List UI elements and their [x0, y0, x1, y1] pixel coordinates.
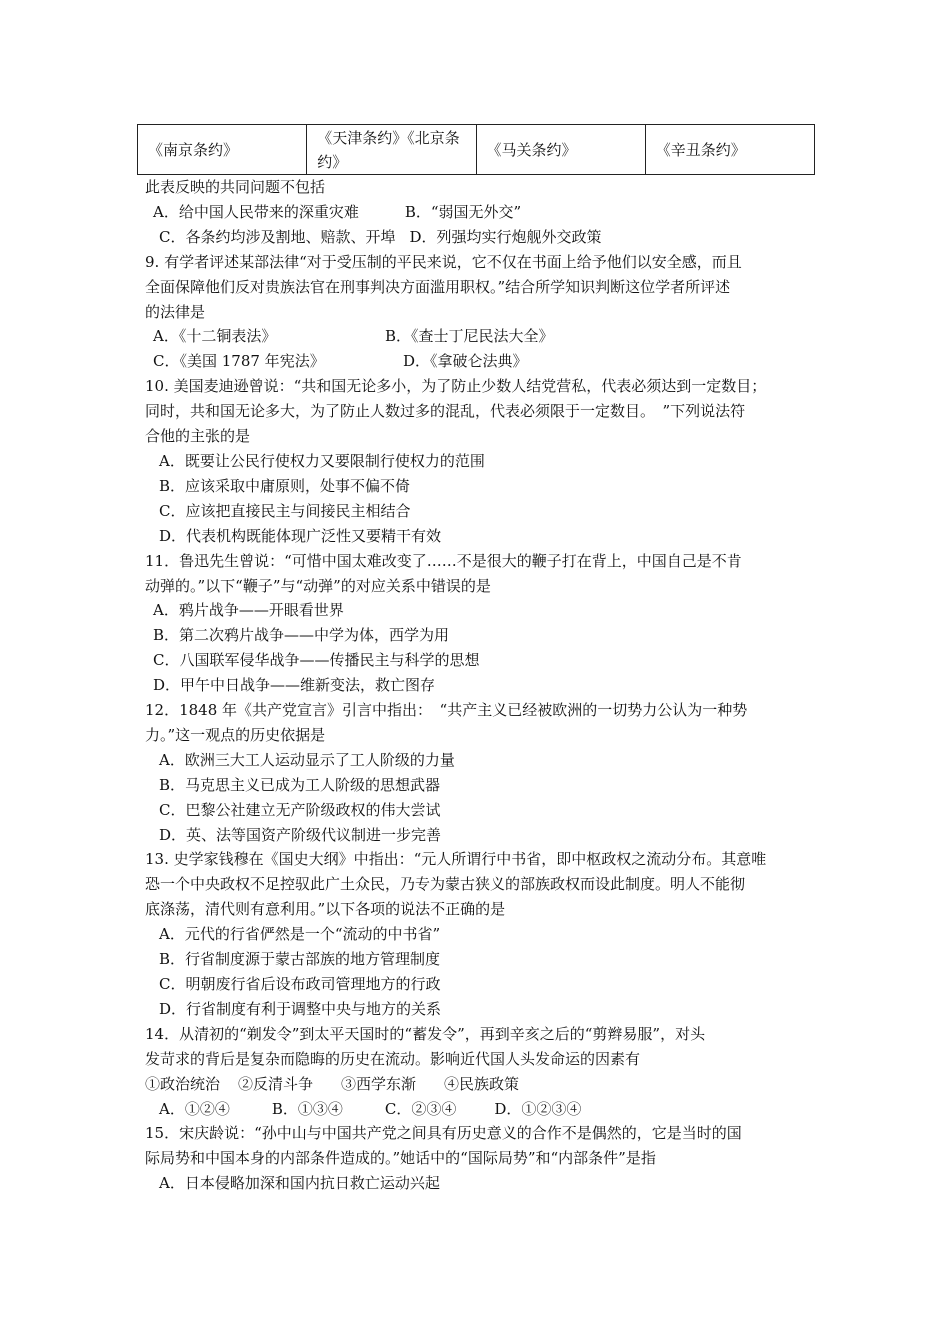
- table-cell: 《天津条约》《北京条约》: [307, 125, 476, 175]
- question-stem-line: 9. 有学者评述某部法律“对于受压制的平民来说，它不仅在书面上给予他们以安全感，而且: [145, 252, 742, 271]
- option-c: C．应该把直接民主与间接民主相结合: [159, 501, 411, 520]
- option-row: [145, 324, 815, 349]
- question-stem-line: 发苛求的背后是复杂而隐晦的历史在流动。影响近代国人头发命运的因素有: [145, 1049, 641, 1068]
- option-row: [145, 225, 815, 250]
- question-stem-line: 全面保障他们反对贵族法官在刑事判决方面滥用职权。”结合所学知识判断这位学者所评述: [145, 277, 731, 296]
- option-c: C．巴黎公社建立无产阶级政权的伟大尝试: [159, 800, 441, 819]
- question-stem-line: 底涤荡，清代则有意利用。”以下各项的说法不正确的是: [145, 900, 506, 919]
- table-cell: 《辛丑条约》: [645, 125, 814, 175]
- option-a: A．元代的行省俨然是一个“流动的中书省”: [159, 925, 441, 944]
- option-c: C．《美国 1787 年宪法》: [153, 352, 325, 371]
- factor-item: ②反清斗争: [238, 1074, 314, 1093]
- question-stem-line: 14．从清初的“剃发令”到太平天国时的“蓄发令”，再到辛亥之后的“剪辫易服”，对头: [145, 1024, 706, 1043]
- option-a: A．鸦片战争——开眼看世界: [153, 601, 344, 620]
- option-b: B．“弱国无外交”: [404, 202, 522, 221]
- factor-row: [145, 1072, 815, 1097]
- question-stem-line: 13. 史学家钱穆在《国史大纲》中指出：“元人所谓行中书省，即中枢政权之流动分布。其意唯: [145, 850, 767, 869]
- table-cell: 《南京条约》: [138, 125, 307, 175]
- question-stem-line: 际局势和中国本身的内部条件造成的。”她话中的“国际局势”和“内部条件”是指: [145, 1149, 656, 1168]
- option-b: B．《查士丁尼民法大全》: [385, 327, 554, 346]
- table-cell: 《马关条约》: [476, 125, 645, 175]
- question-stem-line: 12．1848 年《共产党宣言》引言中指出： “共产主义已经被欧洲的一切势力公认为一种势: [145, 701, 748, 720]
- factor-item: ④民族政策: [444, 1074, 520, 1093]
- question-stem-line: 恐一个中央政权不足控驭此广土众民，乃专为蒙古狭义的部族政权而设此制度。明人不能彻: [145, 875, 746, 894]
- option-row: [145, 1097, 815, 1122]
- option-d: D．列强均实行炮舰外交政策: [409, 227, 602, 246]
- option-b: B．马克思主义已成为工人阶级的思想武器: [159, 775, 441, 794]
- question-stem-line: 合他的主张的是: [145, 427, 251, 446]
- treaty-table: [137, 124, 815, 175]
- option-a: A．欧洲三大工人运动显示了工人阶级的力量: [159, 750, 455, 769]
- question-list: [145, 175, 815, 1196]
- option-c: C．明朝废行省后设布政司管理地方的行政: [159, 975, 441, 993]
- option-b: B．行省制度源于蒙古部族的地方管理制度: [159, 950, 441, 969]
- question-stem-line: 15．宋庆龄说：“孙中山与中国共产党之间具有历史意义的合作不是偶然的，它是当时的国: [145, 1124, 742, 1143]
- option-a: A．日本侵略加深和国内抗日救亡运动兴起: [159, 1174, 440, 1193]
- option-c: C．②③④: [384, 1099, 457, 1118]
- option-a: A．《十二铜表法》: [153, 327, 277, 346]
- question-stem-line: 11．鲁迅先生曾说：“可惜中国太难改变了……不是很大的鞭子打在背上，中国自己是不肯: [145, 551, 742, 570]
- option-d: D．行省制度有利于调整中央与地方的关系: [159, 999, 442, 1018]
- option-d: D．①②③④: [494, 1099, 582, 1118]
- factor-item: ①政治统治: [145, 1074, 221, 1093]
- option-a: A．①②④: [159, 1099, 230, 1118]
- option-a: A．给中国人民带来的深重灾难: [153, 202, 359, 221]
- option-d: D．英、法等国资产阶级代议制进一步完善: [159, 825, 442, 844]
- option-b: B．①③④: [271, 1099, 343, 1118]
- option-c: C．八国联军侵华战争——传播民主与科学的思想: [153, 651, 480, 670]
- option-d: D．甲午中日战争——维新变法，救亡图存: [153, 676, 436, 695]
- option-d: D．代表机构既能体现广泛性又要精干有效: [159, 526, 442, 545]
- option-b: B．第二次鸦片战争——中学为体，西学为用: [153, 626, 450, 645]
- question-stem-line: 的法律是: [145, 302, 206, 321]
- option-row: [145, 349, 815, 374]
- option-row: [145, 200, 815, 225]
- option-d: D．《拿破仑法典》: [403, 352, 528, 371]
- question-stem-line: 力。”这一观点的历史依据是: [145, 725, 326, 744]
- factor-item: ③西学东渐: [341, 1074, 417, 1093]
- question-stem-line: 同时，共和国无论多大，为了防止人数过多的混乱，代表必须限于一定数目。 ”下列说法符: [145, 402, 746, 421]
- question-stem-line: 10. 美国麦迪逊曾说：“共和国无论多小，为了防止少数人结党营私，代表必须达到一定数目；: [145, 377, 767, 396]
- question-stem: 此表反映的共同问题不包括: [145, 178, 326, 196]
- question-stem-line: 动弹的。”以下“鞭子”与“动弹”的对应关系中错误的是: [145, 576, 491, 595]
- option-a: A．既要让公民行使权力又要限制行使权力的范围: [159, 451, 485, 470]
- option-b: B．应该采取中庸原则，处事不偏不倚: [159, 476, 411, 495]
- option-c: C．各条约均涉及割地、赔款、开埠: [159, 227, 396, 246]
- table-row: [138, 125, 815, 175]
